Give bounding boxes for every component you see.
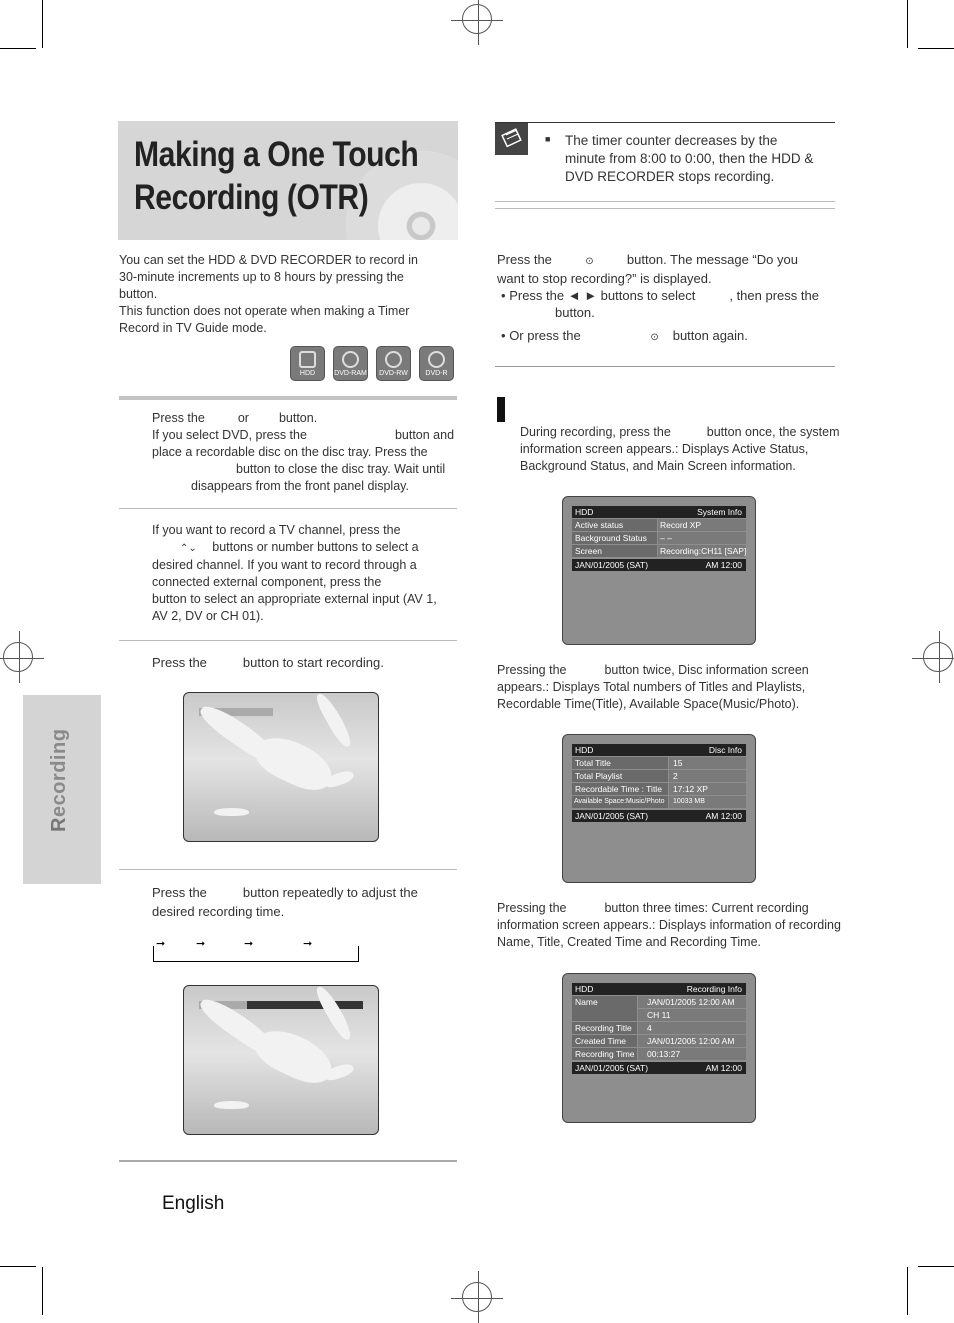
system-info-screen: HDD System Info Active status Record XP Background Status – – Screen Recording:CH11 [SAP] JAN/01/2005 (SAT) AM 12:00 [562, 496, 756, 645]
crop-mark [907, 1267, 908, 1315]
osd-bar [247, 1001, 363, 1009]
stop-recording-text: Press the ⊙ button. The message “Do you want to stop recording?” is displayed. • Press the ◄ ► buttons to select , then press the button. • Or press the ⊙ button again. [497, 251, 837, 346]
registration-mark [462, 4, 492, 34]
divider [119, 1160, 457, 1162]
crop-mark [918, 48, 954, 49]
crop-mark [42, 1267, 43, 1315]
channel-updown-icon: ⌃⌄ [180, 543, 197, 554]
page-title: Making a One Touch Recording (OTR) [134, 135, 419, 217]
recording-info-text: Pressing the button three times: Current recording information screen appears.: Displays information of recording Name, Title, Created Time and Recording Time. [497, 901, 841, 949]
recording-photo [183, 692, 379, 842]
seagull [214, 808, 249, 816]
step-4: Press the button repeatedly to adjust the desired recording time. [152, 885, 418, 919]
crop-mark [42, 0, 43, 48]
step-3: Press the button to start recording. [152, 655, 384, 670]
stop-button-icon: ⊙ [650, 332, 659, 343]
stop-button-icon: ⊙ [585, 256, 594, 267]
dvd-r-icon: DVD-R [419, 346, 454, 381]
hdd-icon: HDD [290, 346, 325, 381]
language-label: English [162, 1193, 225, 1214]
step-1: Press the or button. If you select DVD, press the button and place a recordable disc on the disc tray. Press the button to close the disc tray. Wait until disappears from the front panel display. [152, 411, 455, 493]
arrow-icon: ➞ [303, 938, 313, 950]
dvd-ram-icon: DVD-RAM [333, 346, 368, 381]
divider [119, 640, 457, 641]
crop-mark [0, 1266, 36, 1267]
intro-text: You can set the HDD & DVD RECORDER to record in 30-minute increments up to 8 hours by pressing the button. This function does not operate when making a Timer Record in TV Guide mode. [119, 253, 418, 335]
crop-mark [0, 48, 36, 49]
disc-info-text: Pressing the button twice, Disc information screen appears.: Displays Total numbers of Titles and Playlists, Recordable Time(Title), Available Space(Music/Photo). [497, 663, 809, 711]
registration-mark [462, 1282, 492, 1312]
note-top-rule [495, 122, 835, 123]
section-divider [119, 396, 457, 400]
dvd-rw-icon: DVD-RW [376, 346, 411, 381]
recording-time-photo [183, 985, 379, 1135]
seagull [214, 1101, 249, 1109]
note-bullet: ■ [545, 134, 551, 144]
seagull-wing [313, 985, 355, 1042]
time-cycle-diagram [153, 946, 359, 962]
heading-marker [497, 397, 505, 422]
step-2: If you want to record a TV channel, press the ⌃⌄ buttons or number buttons to select a desired channel. If you want to record through a connected external component, press the button to select an appropriate external input (AV 1, AV 2, DV or CH 01). [152, 523, 437, 623]
divider [119, 508, 457, 509]
registration-mark [923, 642, 953, 672]
registration-mark [3, 642, 33, 672]
divider [495, 208, 835, 209]
note-text: The timer counter decreases by the minute from 8:00 to 0:00, then the HDD & DVD RECORDER stops recording. [565, 133, 814, 184]
arrow-icon: ➞ [244, 938, 254, 950]
section-tab-label: Recording [48, 728, 70, 832]
crop-mark [918, 1266, 954, 1267]
divider [495, 201, 835, 202]
recording-info-screen: HDD Recording Info Name JAN/01/2005 12:00 AM CH 11 Recording Title 4 Created Time JAN/01/2005 12:00 AM Recording Time 00:13:27 JAN/01/2005 (SAT) AM 12:00 [562, 973, 756, 1123]
system-info-text: During recording, press the button once, the system information screen appears.: Displays Active Status, Background Status, and Main Screen information. [520, 425, 840, 473]
crop-mark [907, 0, 908, 48]
arrow-icon: ➞ [196, 938, 206, 950]
disc-info-screen: HDD Disc Info Total Title 15 Total Playlist 2 Recordable Time : Title 17:12 XP Available Space:Music/Photo 10033 MB JAN/01/2005 (SAT) AM 12:00 [562, 734, 756, 883]
note-icon [495, 122, 528, 155]
divider [495, 366, 835, 367]
divider [119, 869, 457, 870]
seagull-wing [313, 692, 355, 749]
arrow-icon: ➞ [156, 938, 166, 950]
